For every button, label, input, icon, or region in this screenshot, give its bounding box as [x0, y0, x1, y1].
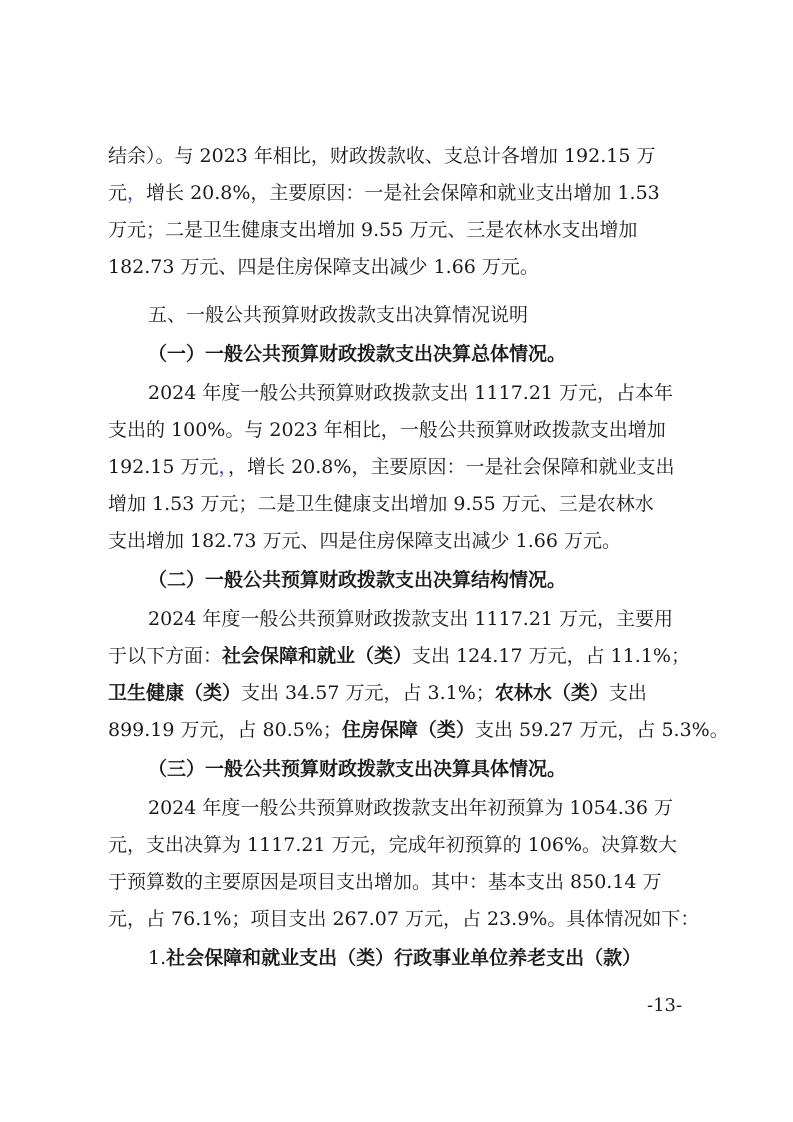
paragraph-line-3: 万元；二是卫生健康支出增加 9.55 万元、三是农林水支出增加 [108, 219, 638, 241]
paragraph-line-9 [108, 449, 692, 486]
paragraph-line-10: 增加 1.53 万元；二是卫生健康支出增加 9.55 万元、三是农林水 [108, 493, 654, 515]
line-text: 增长 20.8%，主要原因：一是社会保障和就业支出增加 1.53 [146, 182, 660, 204]
bold-category: 社会保障和就业支出（类）行政事业单位养老支出（款） [166, 947, 642, 969]
paragraph-line-11: 支出增加 182.73 万元、四是住房保障支出减少 1.66 万元。 [108, 530, 621, 552]
line-text: ，增长 20.8%，主要原因：一是社会保障和就业支出 [228, 456, 675, 478]
paragraph-line-14 [108, 638, 692, 675]
paragraph-line-1: 结余）。与 2023 年相比，财政拨款收、支总计各增加 192.15 万 [108, 145, 656, 167]
blue-comma: ， [218, 456, 229, 478]
paragraph-line-19: 元，支出决算为 1117.21 万元，完成年初预算的 106%。决算数大 [108, 834, 678, 856]
section-heading-5: 五、一般公共预算财政拨款支出决算情况说明 [148, 304, 529, 326]
line-text: 支出 124.17 万元，占 11.1%； [412, 645, 690, 667]
blue-comma: ， [127, 182, 147, 204]
line-prefix: 元 [108, 182, 128, 204]
paragraph-line-7: 2024 年度一般公共预算财政拨款支出 1117.21 万元，占本年 [148, 382, 674, 404]
paragraph-line-15 [108, 675, 692, 712]
paragraph-line-16 [108, 712, 729, 749]
bold-category: 农林水（类） [494, 682, 609, 704]
paragraph-line-21: 元，占 76.1%；项目支出 267.07 万元，占 23.9%。具体情况如下： [108, 908, 700, 930]
paragraph-line-2 [108, 175, 692, 212]
bold-category: 卫生健康（类） [108, 682, 242, 704]
bold-category: 住房保障（类） [341, 719, 475, 741]
line-text: 支出 [608, 682, 647, 704]
line-text: 899.19 万元，占 80.5%； [108, 719, 342, 741]
line-prefix: 192.15 万元 [108, 456, 219, 478]
subheading-2: （二）一般公共预算财政拨款支出决算结构情况。 [148, 569, 567, 591]
paragraph-line-4: 182.73 万元、四是住房保障支出减少 1.66 万元。 [108, 256, 539, 278]
list-item-1 [148, 940, 692, 977]
line-text: 支出 34.57 万元，占 3.1%； [241, 682, 495, 704]
paragraph-line-20: 于预算数的主要原因是项目支出增加。其中：基本支出 850.14 万 [108, 871, 662, 893]
line-text: 于以下方面： [108, 645, 223, 667]
page-number: -13- [647, 995, 683, 1016]
list-number: 1. [148, 947, 167, 969]
bold-category: 社会保障和就业（类） [222, 645, 413, 667]
line-text: 支出 59.27 万元，占 5.3%。 [474, 719, 729, 741]
paragraph-line-13: 2024 年度一般公共预算财政拨款支出 1117.21 万元，主要用 [148, 608, 674, 630]
paragraph-line-8: 支出的 100%。与 2023 年相比，一般公共预算财政拨款支出增加 [108, 419, 666, 441]
paragraph-line-18: 2024 年度一般公共预算财政拨款支出年初预算为 1054.36 万 [148, 797, 674, 819]
subheading-3: （三）一般公共预算财政拨款支出决算具体情况。 [148, 758, 567, 780]
subheading-1: （一）一般公共预算财政拨款支出决算总体情况。 [148, 343, 567, 365]
